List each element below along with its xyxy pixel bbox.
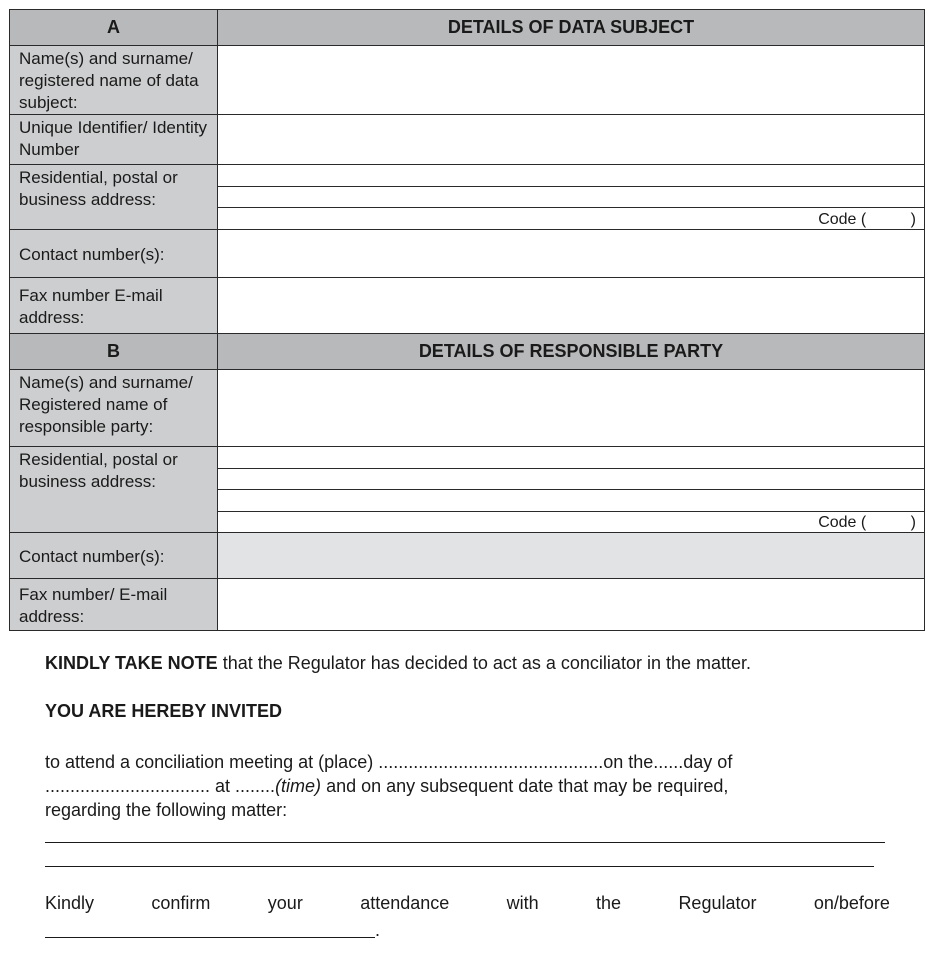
data-subject-name-row [10,46,925,115]
confirm-word: the [596,893,622,913]
responsible-party-address-label: Residential, postal or business address: [10,447,218,533]
section-b-title: DETAILS OF RESPONSIBLE PARTY [218,334,925,370]
data-subject-fax-email-field[interactable] [218,278,925,334]
address-line-3[interactable] [218,208,924,229]
data-subject-identifier-label: Unique Identifier/ Identity Number [10,115,218,165]
responsible-party-fax-email-field[interactable] [218,579,925,631]
data-subject-contact-label: Contact number(s): [10,230,218,278]
responsible-party-address-field[interactable] [218,447,925,533]
responsible-party-fax-email-row [10,579,925,631]
data-subject-address-row [10,165,925,230]
data-subject-address-label: Residential, postal or business address: [10,165,218,230]
postal-code-label: Code ( ) [818,514,916,531]
attendance-paragraph [45,750,732,822]
confirm-word: your [267,893,303,913]
data-subject-contact-field[interactable] [218,230,925,278]
take-note-paragraph [45,653,751,674]
responsible-party-name-row [10,370,925,447]
data-subject-identifier-field[interactable] [218,115,925,165]
responsible-party-contact-label: Contact number(s): [10,533,218,579]
attendance-time-text: (time) [275,776,322,796]
attendance-line-1: to attend a conciliation meeting at (place) .............................................on the......day of [45,752,733,772]
responsible-party-name-label: Name(s) and surname/ Registered name of responsible party: [10,370,218,447]
confirm-attendance-sentence [45,893,890,914]
postal-code-label: Code ( ) [818,211,916,229]
confirm-word: on/before [813,893,890,913]
attendance-subsequent-text: and on any subsequent date that may be required, [321,776,729,796]
take-note-text: that the Regulator has decided to act as a conciliator in the matter. [217,653,751,673]
address-line-1[interactable] [218,447,924,469]
data-subject-address-field[interactable] [218,165,925,230]
attendance-line-3: regarding the following matter: [45,800,288,820]
matter-line-1[interactable] [45,842,885,843]
data-subject-fax-email-row [10,278,925,334]
address-line-3[interactable] [218,490,924,512]
take-note-heading: KINDLY TAKE NOTE [45,653,218,673]
attendance-line-2 [45,774,732,798]
complaint-details-table [9,9,925,631]
address-line-4[interactable] [218,512,924,533]
confirm-word: with [506,893,539,913]
responsible-party-contact-field[interactable] [218,533,925,579]
address-line-2[interactable] [218,469,924,491]
responsible-party-name-field[interactable] [218,370,925,447]
responsible-party-contact-row [10,533,925,579]
section-a-header [10,10,925,46]
confirm-word: attendance [360,893,450,913]
confirm-date-line[interactable] [45,937,375,938]
data-subject-name-label: Name(s) and surname/ registered name of data subject: [10,46,218,115]
address-line-1[interactable] [218,165,924,187]
matter-line-2[interactable] [45,866,874,867]
section-b-header [10,334,925,370]
data-subject-contact-row [10,230,925,278]
section-a-title: DETAILS OF DATA SUBJECT [218,10,925,46]
confirm-word: confirm [151,893,211,913]
section-b-letter: B [10,334,218,370]
invited-heading: YOU ARE HEREBY INVITED [45,701,283,721]
confirm-word: Regulator [678,893,757,913]
data-subject-fax-email-label: Fax number E-mail address: [10,278,218,334]
attendance-date-text: ................................. at ........ [45,776,276,796]
confirm-word: Kindly [45,893,95,913]
data-subject-name-field[interactable] [218,46,925,115]
responsible-party-address-row [10,447,925,533]
address-line-2[interactable] [218,187,924,209]
section-a-letter: A [10,10,218,46]
responsible-party-fax-email-label: Fax number/ E-mail address: [10,579,218,631]
data-subject-identifier-row [10,115,925,165]
confirm-end-period: . [375,920,381,940]
